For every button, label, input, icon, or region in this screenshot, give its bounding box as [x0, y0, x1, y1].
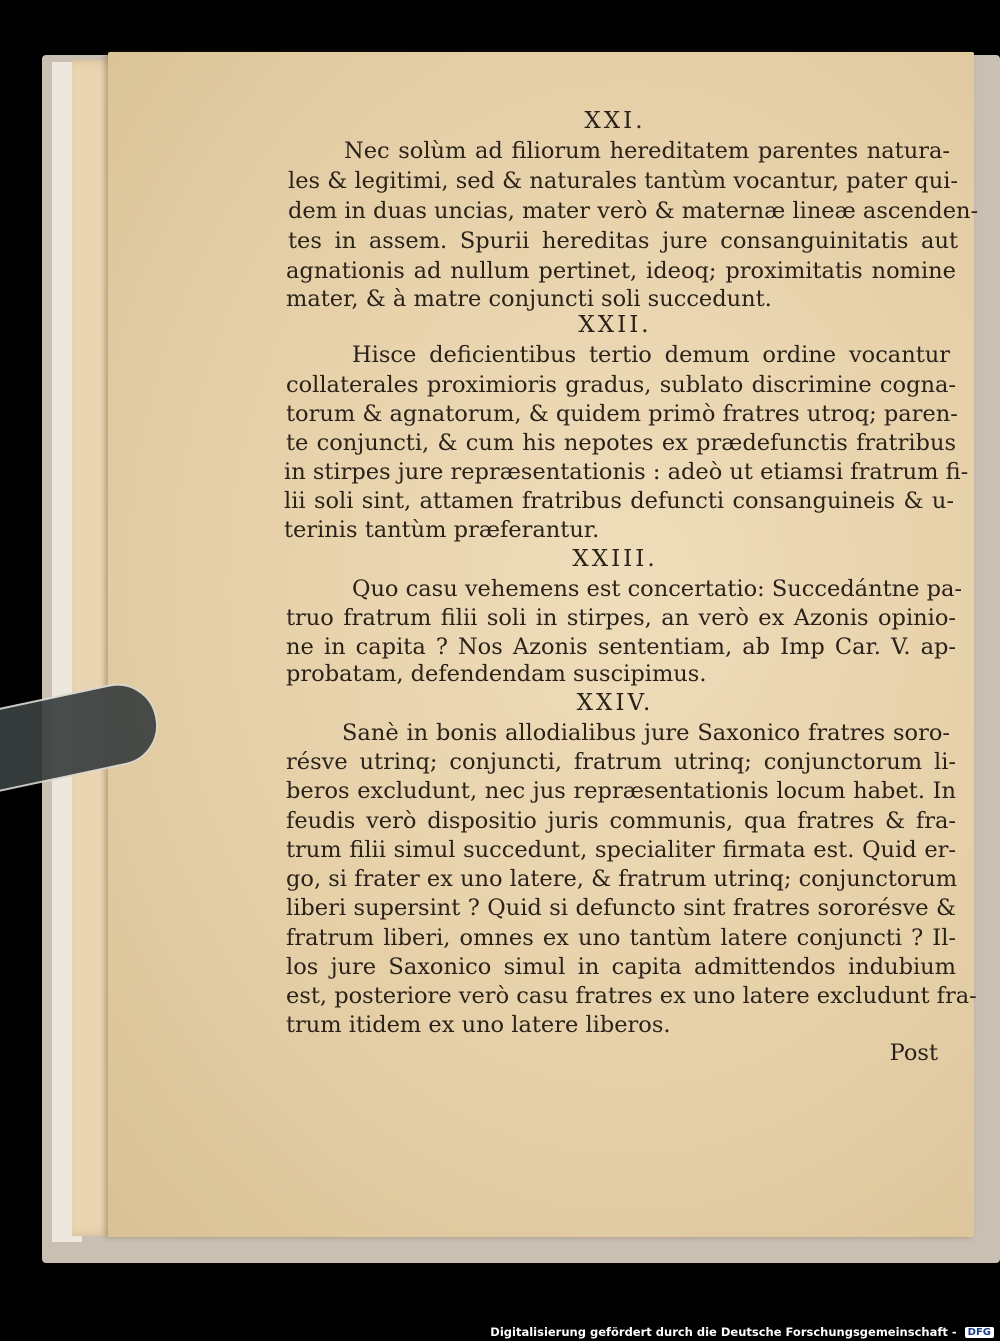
section-heading: XXI.: [584, 108, 646, 134]
text-line: Hisce deficientibus tertio demum ordine vocantur: [352, 342, 950, 368]
text-line: terinis tantùm præferantur.: [284, 517, 600, 543]
text-line: Quo casu vehemens est concertatio: Succedántne pa-: [352, 576, 963, 602]
text-line: torum & agnatorum, & quidem primò fratres utroq; paren-: [286, 401, 958, 427]
digitization-credit: [490, 1325, 994, 1339]
text-line: ne in capita ? Nos Azonis sententiam, ab Imp Car. V. ap-: [286, 634, 956, 660]
text-line: dem in duas uncias, mater verò & maternæ lineæ ascenden-: [288, 198, 979, 224]
text-line: los jure Saxonico simul in capita admittendos indubium: [286, 954, 956, 980]
text-line: les & legitimi, sed & naturales tantùm vocantur, pater qui-: [288, 168, 958, 194]
text-line: fratrum liberi, omnes ex uno tantùm latere conjuncti ? Il-: [286, 925, 956, 951]
text-line: tes in assem. Spurii hereditas jure consanguinitatis aut: [288, 228, 958, 254]
credit-text: Digitalisierung gefördert durch die Deutsche Forschungsgemeinschaft -: [490, 1325, 957, 1339]
text-line: go, si frater ex uno latere, & fratrum utrinq; conjunctorum: [286, 866, 958, 892]
text-line: in stirpes jure repræsentationis : adeò ut etiamsi fratrum fi-: [284, 459, 969, 485]
text-line: Nec solùm ad filiorum hereditatem parentes natura-: [344, 138, 950, 164]
text-line: te conjuncti, & cum his nepotes ex prædefunctis fratribus: [286, 430, 956, 456]
text-line: feudis verò dispositio juris communis, qua fratres & fra-: [286, 808, 956, 834]
text-line: trum itidem ex uno latere liberos.: [286, 1012, 671, 1038]
section-heading: XXII.: [578, 312, 652, 338]
text-line: trum filii simul succedunt, specialiter firmata est. Quid er-: [286, 837, 956, 863]
text-line: est, posteriore verò casu fratres ex uno latere excludunt fra-: [286, 983, 977, 1009]
text-line: probatam, defendendam suscipimus.: [286, 661, 707, 687]
section-heading: XXIII.: [572, 546, 658, 572]
text-line: truo fratrum filii soli in stirpes, an verò ex Azonis opinio-: [286, 605, 956, 631]
text-line: liberi supersint ? Quid si defuncto sint fratres sororésve &: [286, 895, 956, 921]
text-line: mater, & à matre conjuncti soli succedunt.: [286, 286, 772, 312]
section-heading: XXIV.: [576, 690, 654, 716]
text-line: agnationis ad nullum pertinet, ideoq; proximitatis nomine: [286, 258, 956, 284]
text-line: lii soli sint, attamen fratribus defuncti consanguineis & u-: [284, 488, 954, 514]
text-line: beros excludunt, nec jus repræsentationis locum habet. In: [286, 778, 956, 804]
text-line: résve utrinq; conjuncti, fratrum utrinq; conjunctorum li-: [286, 749, 956, 775]
text-line: collaterales proximioris gradus, sublato discrimine cogna-: [286, 372, 956, 398]
catchword: Post: [889, 1040, 938, 1066]
text-line: Sanè in bonis allodialibus jure Saxonico fratres soro-: [342, 720, 950, 746]
dfg-logo-icon: DFG: [965, 1327, 994, 1338]
